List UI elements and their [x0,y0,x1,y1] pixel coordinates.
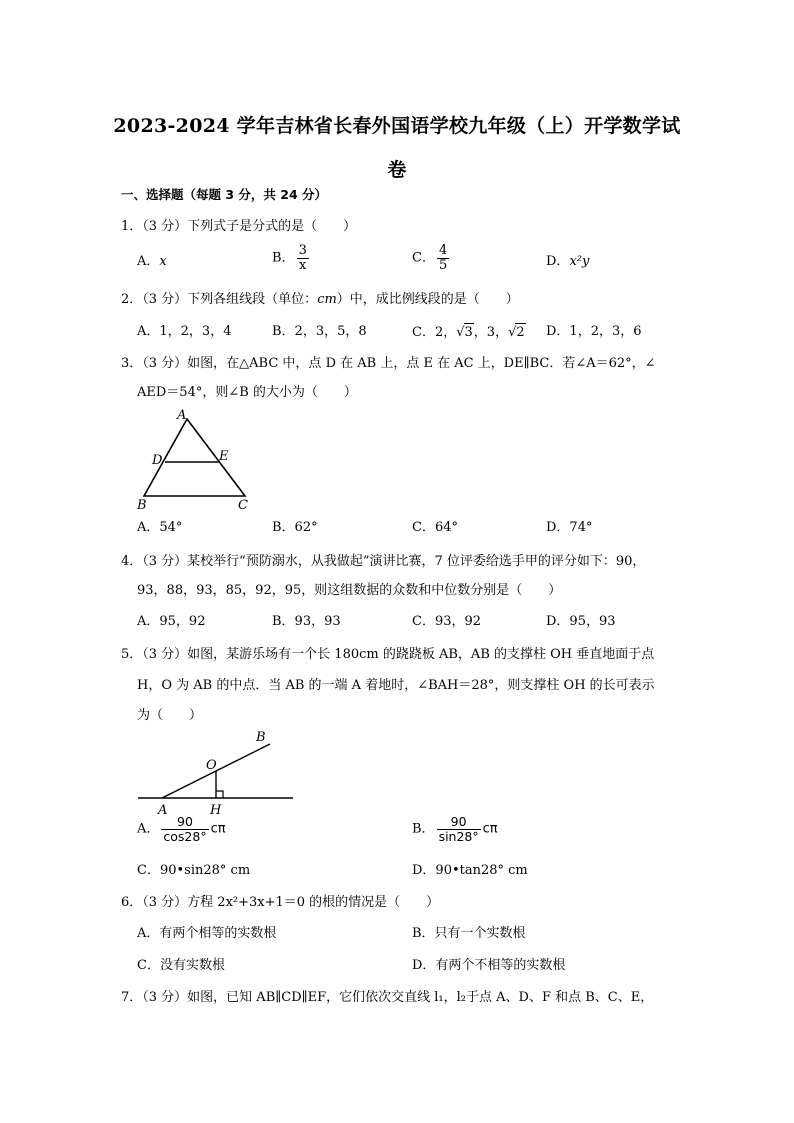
q5-seesaw-figure [130,725,300,817]
q5-option-c: C．90•sin28° cm [137,863,251,878]
title-line-2: 卷 [387,159,407,181]
q1-option-d: D．x²y [546,254,590,269]
question-4-line-2: 93，88，93，85，92，95，则这组数据的众数和中位数分别是（ ） [137,583,562,598]
question-7-line-1: 7．（3 分）如图，已知 AB∥CD∥EF，它们依次交直线 l₁，l₂于点 A、D、F 和点 B、C、E， [121,990,654,1005]
title-line-1: 2023-2024 学年吉林省长春外国语学校九年级（上）开学数学试 [113,115,681,137]
question-6-stem: 6．（3 分）方程 2x²+3x+1＝0 的根的情况是（ ） [121,895,440,910]
q4-option-a: A．95，92 [137,614,206,629]
question-3-line-2: AED＝54°，则∠B 的大小为（ ） [137,385,357,400]
question-4-line-1: 4．（3 分）某校举行“预防溺水，从我做起”演讲比赛，7 位评委给选手甲的评分如下：90， [121,554,646,569]
question-5-line-3: 为（ ） [137,708,203,723]
q2-option-c: C．2，√3，3，√2 [412,325,525,340]
fig-label-b: B [256,730,266,745]
q6-option-a: A．有两个相等的实数根 [137,926,277,941]
q1-option-a: A．x [137,254,167,269]
q4-option-b: B．93，93 [272,614,341,629]
q3-option-d: D．74° [546,520,593,535]
q1-option-b: B． $\frac{3}{x}$ [272,243,307,273]
fig-label-d: D [152,453,163,468]
q6-option-b: B．只有一个实数根 [412,926,526,941]
q6-option-d: D．有两个不相等的实数根 [412,958,566,973]
page-title [110,104,684,192]
q3-option-a: A．54° [137,520,183,535]
fig-label-a: A [177,408,187,423]
question-2-stem: 2．（3 分）下列各组线段（单位：cm）中，成比例线段的是（ ） [121,292,519,307]
q4-option-d: D．95，93 [546,614,616,629]
q4-option-c: C．93，92 [412,614,482,629]
q5-option-b: B． $\frac{90}{\sin 28^\circ}$ cπ [412,814,498,844]
question-1-stem: 1．（3 分）下列式子是分式的是（ ） [121,219,357,234]
fig-label-c: C [238,498,248,513]
q2-option-d: D．1，2，3，6 [546,324,642,339]
q1-option-c: C． $\frac{4}{5}$ [412,243,448,273]
q5-option-d: D．90•tan28° cm [412,863,528,878]
question-5-line-1: 5．（3 分）如图，某游乐场有一个长 180cm 的跷跷板 AB，AB 的支撑柱 OH 垂直地面于点 [121,647,655,662]
q3-triangle-figure [130,403,260,515]
question-3-line-1: 3．（3 分）如图，在△ABC 中，点 D 在 AB 上，点 E 在 AC 上，DE∥BC．若∠A＝62°，∠ [121,356,656,371]
q3-option-b: B．62° [272,520,318,535]
q3-option-c: C．64° [412,520,458,535]
q5-option-a: A． $\frac{90}{\cos 28^\circ}$ cπ [137,814,226,844]
q2-option-a: A．1，2，3，4 [137,324,232,339]
section-heading: 一、选择题（每题 3 分，共 24 分） [121,187,328,202]
q6-option-c: C．没有实数根 [137,958,225,973]
fig-label-a: A [158,803,168,817]
right-angle-mark [216,791,223,798]
fig-label-e: E [219,449,229,464]
question-5-line-2: H，O 为 AB 的中点．当 AB 的一端 A 着地时，∠BAH＝28°，则支撑柱 OH 的长可表示 [137,678,655,693]
fig-label-h: H [210,803,222,817]
q2-option-b: B．2，3，5，8 [272,324,367,339]
fig-label-o: O [206,758,217,773]
fig-label-b: B [137,498,147,513]
